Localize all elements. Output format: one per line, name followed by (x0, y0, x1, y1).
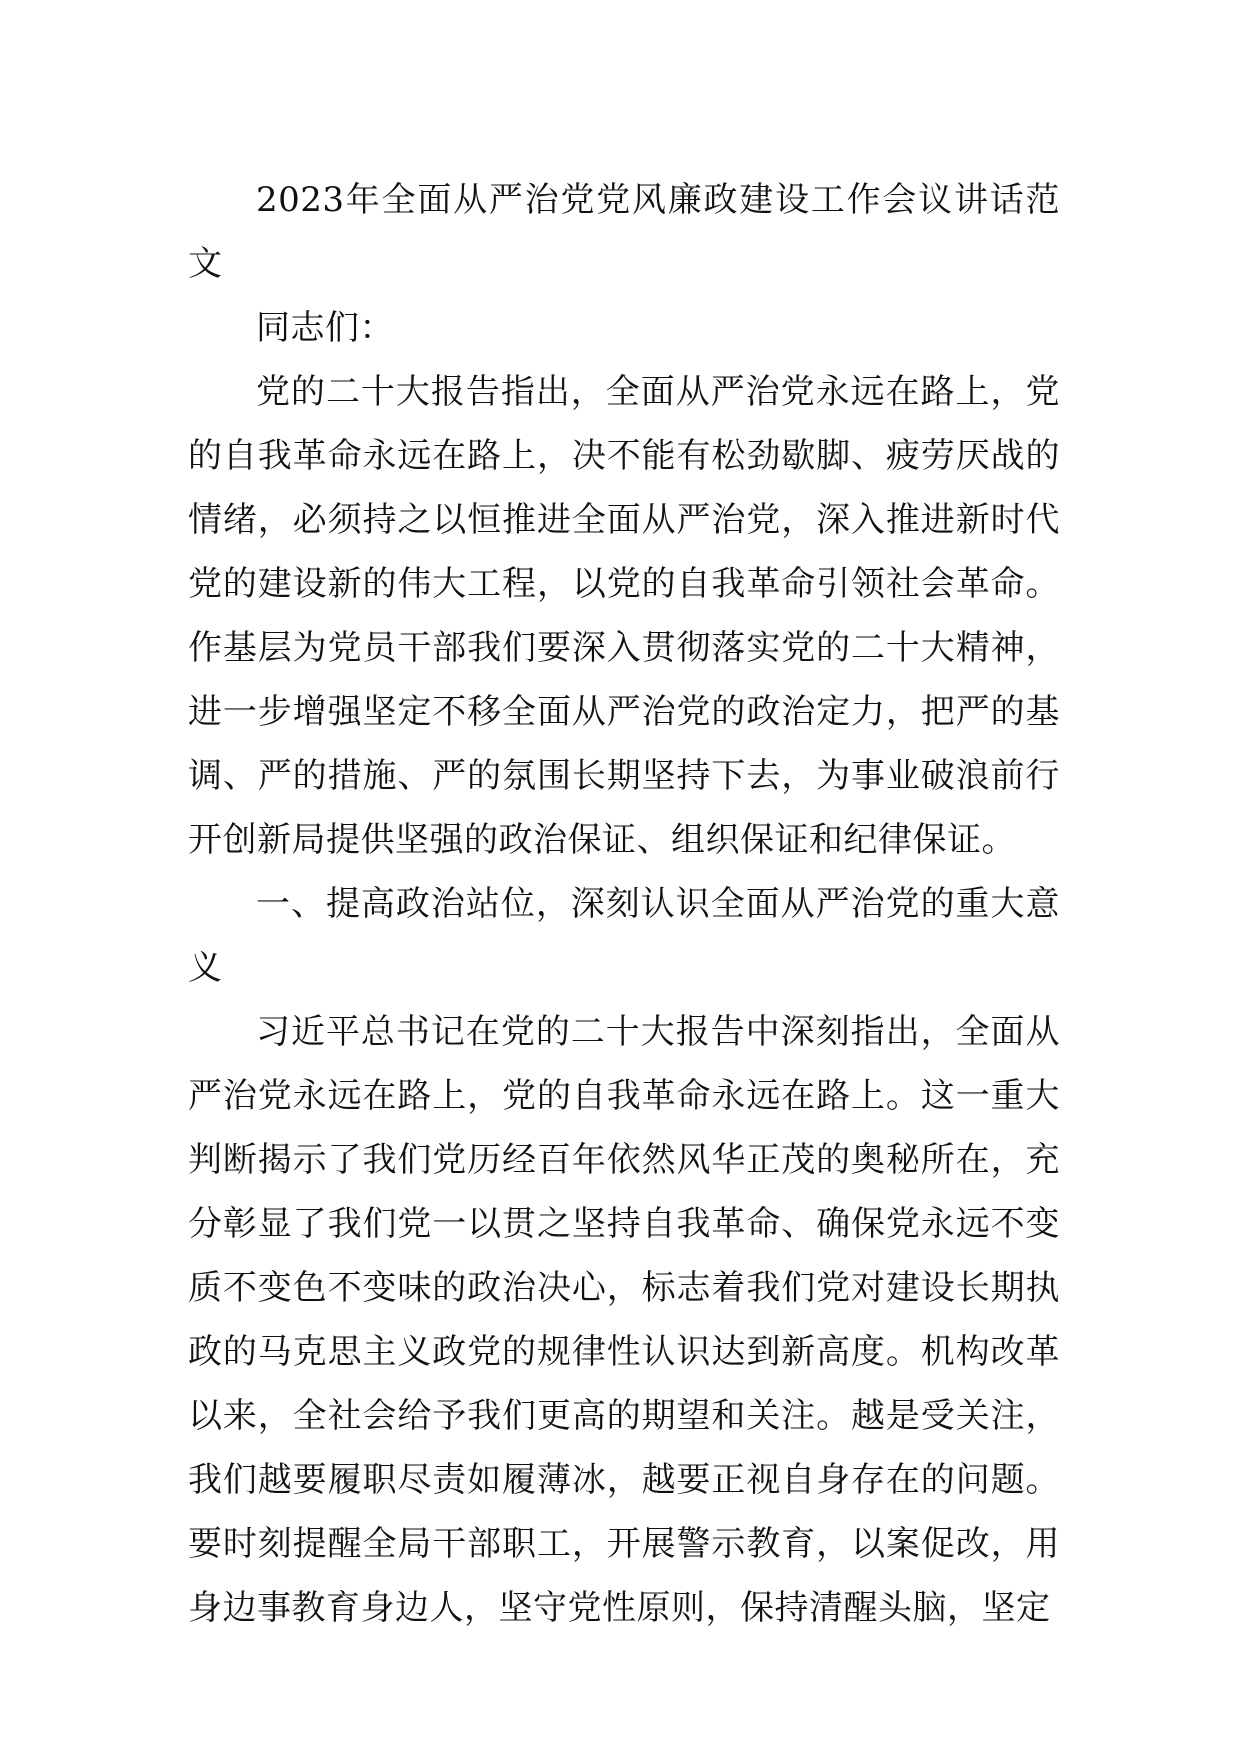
paragraph-body: 习近平总书记在党的二十大报告中深刻指出，全面从严治党永远在路上，党的自我革命永远在路上。这一重大判断揭示了我们党历经百年依然风华正茂的奥秘所在，充分彰显了我们党一以贯之坚持自我革命、确保党永远不变质不变色不变味的政治决心，标志着我们党对建设长期执政的马克思主义政党的规律性认识达到新高度。机构改革以来，全社会给予我们更高的期望和关注。越是受关注，我们越要履职尽责如履薄冰，越要正视自身存在的问题。要时刻提醒全局干部职工，开展警示教育，以案促改，用身边事教育身边人，坚守党性原则，保持清醒头脑，坚定 (188, 1012, 1060, 1628)
document-title: 2023年全面从严治党党风廉政建设工作会议讲话范文 (188, 180, 1060, 284)
greeting: 同志们： (256, 308, 394, 348)
document-body (188, 168, 1060, 1640)
section-heading: 一、提高政治站位，深刻认识全面从严治党的重大意义 (188, 884, 1060, 988)
paragraph-intro: 党的二十大报告指出，全面从严治党永远在路上，党的自我革命永远在路上，决不能有松劲歇脚、疲劳厌战的情绪，必须持之以恒推进全面从严治党，深入推进新时代党的建设新的伟大工程，以党的自我革命引领社会革命。作基层为党员干部我们要深入贯彻落实党的二十大精神，进一步增强坚定不移全面从严治党的政治定力，把严的基调、严的措施、严的氛围长期坚持下去，为事业破浪前行开创新局提供坚强的政治保证、组织保证和纪律保证。 (188, 372, 1060, 860)
